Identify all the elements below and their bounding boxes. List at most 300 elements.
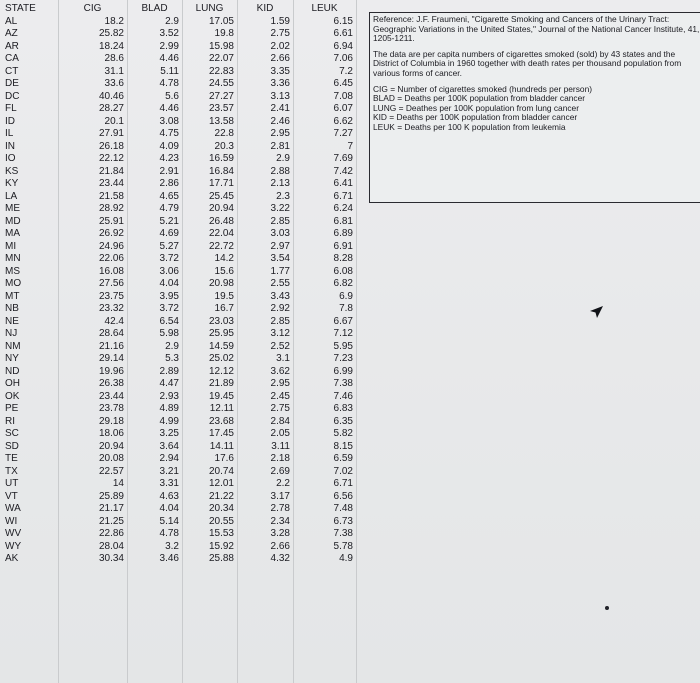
value-cell[interactable]: 20.74	[208, 465, 234, 477]
value-cell[interactable]: 2.66	[270, 540, 290, 552]
value-cell[interactable]: 6.41	[333, 178, 353, 189]
state-cell[interactable]: CT	[5, 65, 19, 77]
value-cell[interactable]: 42.4	[104, 315, 124, 327]
value-cell[interactable]: 4.89	[159, 403, 179, 414]
state-cell[interactable]: OH	[5, 378, 20, 389]
value-cell[interactable]: 3.08	[159, 115, 179, 127]
value-cell[interactable]: 23.03	[208, 315, 234, 327]
value-cell[interactable]: 3.43	[270, 290, 290, 302]
empty-cell[interactable]	[356, 291, 401, 304]
state-cell[interactable]: MI	[5, 240, 17, 252]
value-cell[interactable]: 2.84	[270, 415, 290, 427]
value-cell[interactable]: 25.02	[208, 353, 234, 364]
value-cell[interactable]: 5.6	[165, 90, 179, 102]
value-cell[interactable]: 25.91	[98, 215, 124, 227]
value-cell[interactable]: 25.89	[98, 490, 124, 502]
value-cell[interactable]: 5.98	[159, 328, 179, 339]
value-cell[interactable]: 3.1	[276, 353, 290, 364]
empty-cell[interactable]	[356, 516, 401, 529]
value-cell[interactable]: 5.82	[333, 428, 353, 439]
value-cell[interactable]: 2.95	[270, 378, 290, 389]
state-cell[interactable]: NE	[5, 315, 19, 327]
value-cell[interactable]: 16.59	[208, 153, 234, 164]
value-cell[interactable]: 7.42	[333, 165, 353, 177]
value-cell[interactable]: 25.95	[208, 328, 234, 339]
value-cell[interactable]: 2.97	[270, 240, 290, 252]
state-cell[interactable]: ND	[5, 365, 20, 377]
state-cell[interactable]: MS	[5, 265, 20, 277]
value-cell[interactable]: 7.2	[339, 65, 353, 77]
value-cell[interactable]: 6.99	[333, 365, 353, 377]
value-cell[interactable]: 1.59	[270, 15, 290, 27]
value-cell[interactable]: 6.89	[333, 228, 353, 239]
value-cell[interactable]: 25.45	[208, 190, 234, 202]
value-cell[interactable]: 7.8	[339, 303, 353, 314]
value-cell[interactable]: 3.54	[270, 253, 290, 264]
value-cell[interactable]: 6.24	[333, 203, 353, 214]
value-cell[interactable]: 4.78	[159, 528, 179, 539]
state-cell[interactable]: SD	[5, 440, 19, 452]
state-cell[interactable]: WA	[5, 503, 21, 514]
empty-cell[interactable]	[356, 241, 401, 254]
value-cell[interactable]: 22.07	[208, 53, 234, 64]
value-cell[interactable]: 7.48	[333, 503, 353, 514]
value-cell[interactable]: 4.69	[159, 228, 179, 239]
value-cell[interactable]: 17.05	[208, 15, 234, 27]
value-cell[interactable]: 3.22	[270, 203, 290, 214]
state-cell[interactable]: UT	[5, 478, 19, 489]
state-cell[interactable]: ME	[5, 203, 20, 214]
state-cell[interactable]: NY	[5, 353, 19, 364]
value-cell[interactable]: 6.71	[333, 478, 353, 489]
value-cell[interactable]: 19.96	[98, 365, 124, 377]
value-cell[interactable]: 21.25	[98, 515, 124, 527]
value-cell[interactable]: 3.25	[159, 428, 179, 439]
value-cell[interactable]: 1.77	[270, 265, 290, 277]
state-cell[interactable]: MD	[5, 215, 21, 227]
value-cell[interactable]: 4.46	[159, 53, 179, 64]
table-row	[3, 128, 401, 141]
value-cell[interactable]: 21.84	[98, 165, 124, 177]
empty-cell[interactable]	[356, 228, 401, 241]
value-cell[interactable]: 28.92	[98, 203, 124, 214]
state-cell[interactable]: CA	[5, 53, 19, 64]
value-cell[interactable]: 3.2	[165, 540, 179, 552]
empty-cell[interactable]	[356, 391, 401, 404]
state-cell[interactable]: WV	[5, 528, 22, 539]
value-cell[interactable]: 7.46	[333, 390, 353, 402]
state-cell[interactable]: IO	[5, 153, 16, 164]
value-cell[interactable]: 3.31	[159, 478, 179, 489]
value-cell[interactable]: 2.94	[159, 453, 179, 464]
empty-cell[interactable]	[356, 428, 401, 441]
value-cell[interactable]: 3.17	[270, 490, 290, 502]
value-cell[interactable]: 6.71	[333, 190, 353, 202]
value-cell[interactable]: 4.32	[270, 553, 290, 564]
state-cell[interactable]: TX	[5, 465, 18, 477]
empty-cell[interactable]	[356, 316, 401, 329]
state-cell[interactable]: IL	[5, 128, 14, 139]
value-cell[interactable]: 30.34	[98, 553, 124, 564]
value-cell[interactable]: 8.15	[333, 440, 353, 452]
value-cell[interactable]: 2.75	[270, 28, 290, 39]
value-cell[interactable]: 15.92	[208, 540, 234, 552]
value-cell[interactable]: 3.11	[271, 440, 290, 452]
value-cell[interactable]: 25.88	[208, 553, 234, 564]
value-cell[interactable]: 21.16	[98, 340, 124, 352]
value-cell[interactable]: 22.86	[98, 528, 124, 539]
state-cell[interactable]: KY	[5, 178, 19, 189]
value-cell[interactable]: 6.59	[333, 453, 353, 464]
value-cell[interactable]: 2.13	[270, 178, 290, 189]
value-cell[interactable]: 24.96	[98, 240, 124, 252]
value-cell[interactable]: 29.18	[98, 415, 124, 427]
value-cell[interactable]: 23.75	[98, 290, 124, 302]
value-cell[interactable]: 3.72	[159, 253, 179, 264]
value-cell[interactable]: 6.61	[333, 28, 353, 39]
value-cell[interactable]: 26.92	[98, 228, 124, 239]
value-cell[interactable]: 6.81	[333, 215, 353, 227]
value-cell[interactable]: 3.06	[159, 265, 179, 277]
value-cell[interactable]: 2.66	[270, 53, 290, 64]
value-cell[interactable]: 7.38	[333, 378, 353, 389]
value-cell[interactable]: 7.02	[333, 465, 353, 477]
value-cell[interactable]: 2.78	[270, 503, 290, 514]
state-cell[interactable]: DE	[5, 78, 19, 89]
empty-cell[interactable]	[356, 203, 401, 216]
state-cell[interactable]: AR	[5, 40, 19, 52]
value-cell[interactable]: 27.56	[98, 278, 124, 289]
value-cell[interactable]: 23.57	[208, 103, 234, 114]
value-cell[interactable]: 5.3	[165, 353, 179, 364]
value-cell[interactable]: 18.06	[98, 428, 124, 439]
state-cell[interactable]: SC	[5, 428, 19, 439]
value-cell[interactable]: 6.15	[333, 15, 353, 27]
value-cell[interactable]: 21.17	[98, 503, 124, 514]
value-cell[interactable]: 5.11	[160, 65, 179, 77]
state-cell[interactable]: IN	[5, 140, 15, 152]
value-cell[interactable]: 3.03	[270, 228, 290, 239]
value-cell[interactable]: 28.04	[98, 540, 124, 552]
value-cell[interactable]: 3.35	[270, 65, 290, 77]
empty-cell[interactable]	[356, 541, 401, 554]
empty-cell[interactable]	[356, 453, 401, 466]
empty-cell[interactable]	[356, 278, 401, 291]
value-cell[interactable]: 2.45	[270, 390, 290, 402]
state-cell[interactable]: FL	[5, 103, 17, 114]
empty-cell[interactable]	[356, 553, 401, 566]
value-cell[interactable]: 31.1	[104, 65, 124, 77]
value-cell[interactable]: 22.06	[98, 253, 124, 264]
value-cell[interactable]: 20.3	[214, 140, 234, 152]
value-cell[interactable]: 6.94	[333, 40, 353, 52]
value-cell[interactable]: 27.27	[208, 90, 234, 102]
state-cell[interactable]: NM	[5, 340, 21, 352]
state-cell[interactable]: AK	[5, 553, 19, 564]
value-cell[interactable]: 27.91	[98, 128, 124, 139]
value-cell[interactable]: 23.68	[208, 415, 234, 427]
value-cell[interactable]: 2.55	[270, 278, 290, 289]
value-cell[interactable]: 20.08	[98, 453, 124, 464]
value-cell[interactable]: 8.28	[333, 253, 353, 264]
value-cell[interactable]: 25.82	[98, 28, 124, 39]
state-cell[interactable]: AL	[5, 15, 18, 27]
value-cell[interactable]: 26.18	[98, 140, 124, 152]
value-cell[interactable]: 3.36	[270, 78, 290, 89]
value-cell[interactable]: 26.38	[98, 378, 124, 389]
state-cell[interactable]: OK	[5, 390, 20, 402]
value-cell[interactable]: 28.6	[104, 53, 124, 64]
empty-cell[interactable]	[356, 441, 401, 454]
value-cell[interactable]: 7.06	[333, 53, 353, 64]
value-cell[interactable]: 14.59	[208, 340, 234, 352]
value-cell[interactable]: 17.45	[208, 428, 234, 439]
header-kid[interactable]: KID	[256, 3, 274, 14]
value-cell[interactable]: 2.34	[270, 515, 290, 527]
value-cell[interactable]: 2.75	[270, 403, 290, 414]
value-cell[interactable]: 6.45	[333, 78, 353, 89]
value-cell[interactable]: 2.9	[165, 15, 179, 27]
empty-cell[interactable]	[356, 266, 401, 279]
value-cell[interactable]: 17.6	[214, 453, 234, 464]
value-cell[interactable]: 7.69	[333, 153, 353, 164]
empty-cell[interactable]	[356, 378, 401, 391]
value-cell[interactable]: 23.78	[98, 403, 124, 414]
value-cell[interactable]: 3.46	[159, 553, 179, 564]
empty-cell[interactable]	[356, 341, 401, 354]
value-cell[interactable]: 4.79	[159, 203, 179, 214]
value-cell[interactable]: 22.72	[208, 240, 234, 252]
empty-cell[interactable]	[356, 416, 401, 429]
value-cell[interactable]: 2.85	[270, 215, 290, 227]
value-cell[interactable]: 22.04	[208, 228, 234, 239]
value-cell[interactable]: 4.63	[159, 490, 179, 502]
value-cell[interactable]: 6.9	[339, 290, 353, 302]
value-cell[interactable]: 18.24	[98, 40, 124, 52]
value-cell[interactable]: 12.01	[208, 478, 234, 489]
empty-cell[interactable]	[356, 328, 401, 341]
value-cell[interactable]: 4.9	[339, 553, 353, 564]
value-cell[interactable]: 6.08	[333, 265, 353, 277]
value-cell[interactable]: 12.12	[208, 365, 234, 377]
header-state[interactable]: STATE	[5, 3, 36, 14]
value-cell[interactable]: 7.12	[333, 328, 353, 339]
value-cell[interactable]: 6.73	[333, 515, 353, 527]
header-leuk[interactable]: LEUK	[311, 3, 338, 14]
value-cell[interactable]: 4.99	[159, 415, 179, 427]
value-cell[interactable]: 19.8	[214, 28, 234, 39]
value-cell[interactable]: 2.3	[276, 190, 290, 202]
value-cell[interactable]: 6.07	[333, 103, 353, 114]
value-cell[interactable]: 5.78	[333, 540, 353, 552]
value-cell[interactable]: 3.13	[270, 90, 290, 102]
value-cell[interactable]: 2.86	[159, 178, 179, 189]
value-cell[interactable]: 2.99	[159, 40, 179, 52]
value-cell[interactable]: 4.46	[159, 103, 179, 114]
value-cell[interactable]: 15.53	[208, 528, 234, 539]
value-cell[interactable]: 4.04	[159, 503, 179, 514]
value-cell[interactable]: 12.11	[209, 403, 234, 414]
value-cell[interactable]: 28.64	[98, 328, 124, 339]
state-cell[interactable]: NJ	[5, 328, 18, 339]
value-cell[interactable]: 6.35	[333, 415, 353, 427]
state-cell[interactable]: MN	[5, 253, 21, 264]
header-cig[interactable]: CIG	[83, 3, 102, 14]
value-cell[interactable]: 14	[112, 478, 124, 489]
empty-cell[interactable]	[356, 303, 401, 316]
value-cell[interactable]: 22.8	[214, 128, 234, 139]
state-cell[interactable]: AZ	[5, 28, 18, 39]
value-cell[interactable]: 4.65	[159, 190, 179, 202]
value-cell[interactable]: 2.93	[159, 390, 179, 402]
state-cell[interactable]: LA	[5, 190, 18, 202]
value-cell[interactable]: 6.54	[159, 315, 179, 327]
value-cell[interactable]: 2.46	[270, 115, 290, 127]
value-cell[interactable]: 22.83	[208, 65, 234, 77]
value-cell[interactable]: 23.44	[98, 178, 124, 189]
value-cell[interactable]: 6.83	[333, 403, 353, 414]
value-cell[interactable]: 3.72	[159, 303, 179, 314]
value-cell[interactable]: 2.52	[270, 340, 290, 352]
value-cell[interactable]: 2.88	[270, 165, 290, 177]
value-cell[interactable]: 2.2	[276, 478, 290, 489]
value-cell[interactable]: 16.84	[208, 165, 234, 177]
value-cell[interactable]: 6.67	[333, 315, 353, 327]
value-cell[interactable]: 4.75	[159, 128, 179, 139]
value-cell[interactable]: 14.2	[214, 253, 234, 264]
value-cell[interactable]: 5.95	[333, 340, 353, 352]
value-cell[interactable]: 17.71	[208, 178, 234, 189]
empty-cell[interactable]	[356, 528, 401, 541]
value-cell[interactable]: 22.57	[98, 465, 124, 477]
value-cell[interactable]: 16.7	[214, 303, 234, 314]
value-cell[interactable]: 33.6	[104, 78, 124, 89]
state-cell[interactable]: MT	[5, 290, 20, 302]
value-cell[interactable]: 2.91	[159, 165, 179, 177]
state-cell[interactable]: RI	[5, 415, 15, 427]
state-cell[interactable]: KS	[5, 165, 19, 177]
value-cell[interactable]: 7.08	[333, 90, 353, 102]
value-cell[interactable]: 4.78	[159, 78, 179, 89]
value-cell[interactable]: 6.82	[333, 278, 353, 289]
value-cell[interactable]: 21.89	[208, 378, 234, 389]
value-cell[interactable]: 3.95	[159, 290, 179, 302]
value-cell[interactable]: 3.64	[159, 440, 179, 452]
value-cell[interactable]: 19.5	[214, 290, 234, 302]
empty-cell[interactable]	[356, 478, 401, 491]
state-cell[interactable]: ID	[5, 115, 15, 127]
value-cell[interactable]: 13.58	[208, 115, 234, 127]
value-cell[interactable]: 22.12	[98, 153, 124, 164]
value-cell[interactable]: 2.41	[270, 103, 290, 114]
value-cell[interactable]: 20.94	[208, 203, 234, 214]
value-cell[interactable]: 20.94	[98, 440, 124, 452]
value-cell[interactable]: 2.18	[270, 453, 290, 464]
empty-cell[interactable]	[356, 253, 401, 266]
value-cell[interactable]: 4.04	[159, 278, 179, 289]
value-cell[interactable]: 21.22	[208, 490, 234, 502]
state-cell[interactable]: WY	[5, 540, 22, 552]
value-cell[interactable]: 21.58	[98, 190, 124, 202]
empty-cell[interactable]	[356, 216, 401, 229]
value-cell[interactable]: 5.27	[159, 240, 179, 252]
state-cell[interactable]: PE	[5, 403, 19, 414]
value-cell[interactable]: 20.55	[208, 515, 234, 527]
value-cell[interactable]: 6.91	[333, 240, 353, 252]
value-cell[interactable]: 15.98	[208, 40, 234, 52]
value-cell[interactable]: 2.9	[276, 153, 290, 164]
value-cell[interactable]: 2.95	[270, 128, 290, 139]
header-lung[interactable]: LUNG	[195, 3, 224, 14]
value-cell[interactable]: 7.27	[333, 128, 353, 139]
value-cell[interactable]: 2.9	[165, 340, 179, 352]
value-cell[interactable]: 2.85	[270, 315, 290, 327]
value-cell[interactable]: 16.08	[98, 265, 124, 277]
state-cell[interactable]: DC	[5, 90, 20, 102]
state-cell[interactable]: VT	[5, 490, 18, 502]
value-cell[interactable]: 7	[347, 140, 353, 152]
state-cell[interactable]: NB	[5, 303, 19, 314]
value-cell[interactable]: 2.81	[270, 140, 290, 152]
value-cell[interactable]: 4.47	[159, 378, 179, 389]
value-cell[interactable]: 3.12	[270, 328, 290, 339]
value-cell[interactable]: 7.38	[333, 528, 353, 539]
value-cell[interactable]: 14.11	[209, 440, 234, 452]
value-cell[interactable]: 23.44	[98, 390, 124, 402]
empty-cell[interactable]	[356, 366, 401, 379]
value-cell[interactable]: 6.62	[333, 115, 353, 127]
value-cell[interactable]: 3.62	[270, 365, 290, 377]
value-cell[interactable]: 2.69	[270, 465, 290, 477]
empty-cell[interactable]	[356, 491, 401, 504]
value-cell[interactable]: 23.32	[98, 303, 124, 314]
value-cell[interactable]: 5.21	[159, 215, 179, 227]
empty-cell[interactable]	[356, 403, 401, 416]
empty-cell[interactable]	[356, 503, 401, 516]
value-cell[interactable]: 6.56	[333, 490, 353, 502]
state-cell[interactable]: MA	[5, 228, 20, 239]
value-cell[interactable]: 4.23	[159, 153, 179, 164]
value-cell[interactable]: 3.21	[159, 465, 179, 477]
header-blad[interactable]: BLAD	[141, 3, 168, 14]
state-cell[interactable]: MO	[5, 278, 22, 289]
value-cell[interactable]: 19.45	[208, 390, 234, 402]
value-cell[interactable]: 18.2	[104, 15, 124, 27]
value-cell[interactable]: 2.92	[270, 303, 290, 314]
value-cell[interactable]: 7.23	[333, 353, 353, 364]
value-cell[interactable]: 2.02	[270, 40, 290, 52]
value-cell[interactable]: 5.14	[159, 515, 179, 527]
value-cell[interactable]: 28.27	[98, 103, 124, 114]
empty-cell[interactable]	[356, 353, 401, 366]
value-cell[interactable]: 40.46	[98, 90, 124, 102]
value-cell[interactable]: 26.48	[208, 215, 234, 227]
value-cell[interactable]: 15.6	[214, 265, 234, 277]
value-cell[interactable]: 20.98	[208, 278, 234, 289]
value-cell[interactable]: 2.89	[159, 365, 179, 377]
value-cell[interactable]: 24.55	[208, 78, 234, 89]
state-cell[interactable]: WI	[5, 515, 18, 527]
value-cell[interactable]: 3.28	[270, 528, 290, 539]
value-cell[interactable]: 4.09	[159, 140, 179, 152]
empty-cell[interactable]	[356, 466, 401, 479]
value-cell[interactable]: 3.52	[159, 28, 179, 39]
value-cell[interactable]: 20.1	[104, 115, 124, 127]
state-cell[interactable]: TE	[5, 453, 18, 464]
value-cell[interactable]: 20.34	[208, 503, 234, 514]
value-cell[interactable]: 29.14	[98, 353, 124, 364]
value-cell[interactable]: 2.05	[270, 428, 290, 439]
